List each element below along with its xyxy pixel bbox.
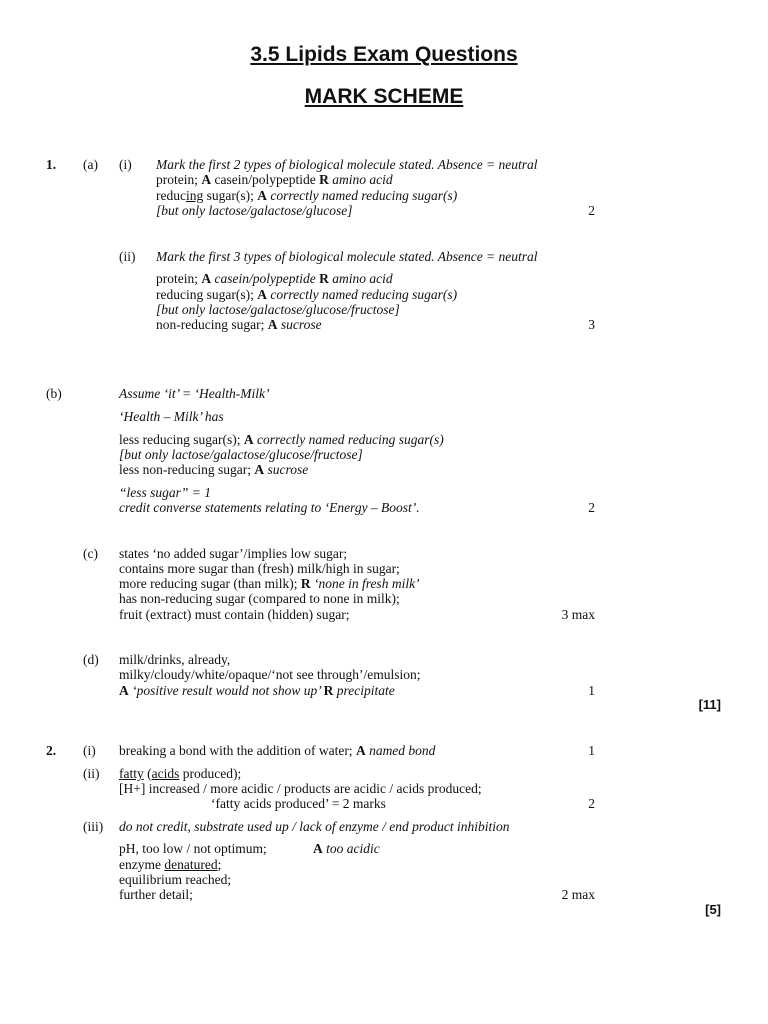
q1-b-line-3 <box>119 432 444 447</box>
q1-b-line-2: ‘Health – Milk’ has <box>119 409 224 424</box>
accept-marker: A <box>243 432 254 447</box>
text: protein; <box>156 172 202 187</box>
q1-d-marks: 1 <box>588 683 595 698</box>
text: breaking a bond with the addition of water; <box>119 743 356 758</box>
q2-ii-line-2: [H+] increased / more acidic / products are acidic / acids produced; <box>119 781 482 796</box>
underlined-text: denatured <box>164 857 218 872</box>
text: ( <box>143 766 152 781</box>
text: reduc <box>156 188 186 203</box>
q2-i-label: (i) <box>83 743 96 758</box>
q1-part-d-label: (d) <box>83 652 99 667</box>
q1-c-line-2: contains more sugar than (fresh) milk/high in sugar; <box>119 561 400 576</box>
q2-iii-line-1-accept <box>313 841 380 856</box>
text: precipitate <box>333 683 395 698</box>
accept-marker: A <box>313 841 323 856</box>
text: amino acid <box>328 172 393 187</box>
q2-iii-note: do not credit, substrate used up / lack of enzyme / end product inhibition <box>119 819 510 834</box>
text: too acidic <box>322 841 380 856</box>
q1-c-line-5: fruit (extract) must contain (hidden) sugar; <box>119 607 350 622</box>
q2-iii-line-2 <box>119 857 221 872</box>
reject-marker: R <box>319 172 329 187</box>
q1-a-ii-instruction: Mark the first 3 types of biological molecule stated. Absence = neutral <box>156 249 538 264</box>
q1-a-ii-line-4 <box>156 317 322 332</box>
underlined-text: acids <box>151 766 180 781</box>
q1-d-line-2: milky/cloudy/white/opaque/‘not see through’/emulsion; <box>119 667 421 682</box>
q1-part-c-label: (c) <box>83 546 98 561</box>
q1-c-marks: 3 max <box>561 607 595 622</box>
question-2-number: 2. <box>46 743 57 758</box>
page-subtitle: MARK SCHEME <box>304 85 464 108</box>
page-title: 3.5 Lipids Exam Questions <box>250 43 518 66</box>
accept-marker: A <box>119 683 129 698</box>
q1-b-line-6: “less sugar” = 1 <box>119 485 212 500</box>
q2-ii-label: (ii) <box>83 766 100 781</box>
text: non-reducing sugar; <box>156 317 268 332</box>
text: correctly named reducing sugar(s) <box>266 287 458 302</box>
q1-part-a-label: (a) <box>83 157 98 172</box>
q2-iii-marks: 2 max <box>561 887 595 902</box>
q1-d-line-3 <box>119 683 395 698</box>
q2-ii-line-1 <box>119 766 241 781</box>
text: more reducing sugar (than milk); <box>119 576 301 591</box>
q1-d-line-1: milk/drinks, already, <box>119 652 231 667</box>
text: sucrose <box>264 462 309 477</box>
q1-c-line-3 <box>119 576 420 591</box>
text: sugar(s); <box>203 188 258 203</box>
accept-marker: A <box>355 743 366 758</box>
q2-ii-line-3: ‘fatty acids produced’ = 2 marks <box>211 796 386 811</box>
q1-a-i-line-1 <box>156 172 393 187</box>
underlined-text: fatty <box>119 766 144 781</box>
q1-a-i-line-2 <box>156 188 457 203</box>
q2-iii-line-1: pH, too low / not optimum; <box>119 841 267 856</box>
accept-marker: A <box>257 188 267 203</box>
q2-iii-line-4: further detail; <box>119 887 193 902</box>
accept-marker: A <box>257 287 267 302</box>
q1-a-ii-line-3: [but only lactose/galactose/glucose/fructose] <box>156 302 400 317</box>
q1-a-i-line-3: [but only lactose/galactose/glucose] <box>156 203 353 218</box>
text: named bond <box>365 743 436 758</box>
reject-marker: R <box>319 271 329 286</box>
text: less non-reducing sugar; <box>119 462 255 477</box>
text: produced); <box>179 766 242 781</box>
q1-a-i-instruction: Mark the first 2 types of biological molecule stated. Absence = neutral <box>156 157 538 172</box>
q1-c-line-1: states ‘no added sugar’/implies low sugar; <box>119 546 348 561</box>
accept-marker: A <box>201 271 212 286</box>
q1-b-line-5 <box>119 462 308 477</box>
q1-c-line-4: has non-reducing sugar (compared to none in milk); <box>119 591 400 606</box>
text: casein/polypeptide <box>211 172 320 187</box>
q1-a-ii-marks: 3 <box>588 317 595 332</box>
text: reducing sugar(s); <box>156 287 258 302</box>
q1-b-marks: 2 <box>588 500 595 515</box>
text: ‘positive result would not show up’ <box>128 683 324 698</box>
q1-a-i-label: (i) <box>119 157 132 172</box>
q1-a-ii-line-1 <box>156 271 393 286</box>
q2-i-line-1 <box>119 743 435 758</box>
accept-marker: A <box>254 462 265 477</box>
text: protein; <box>156 271 202 286</box>
q2-i-marks: 1 <box>588 743 595 758</box>
text: amino acid <box>328 271 393 286</box>
q2-total-marks: [5] <box>705 902 721 917</box>
q1-a-ii-line-2 <box>156 287 457 302</box>
q2-iii-line-3: equilibrium reached; <box>119 872 232 887</box>
text: ; <box>217 857 222 872</box>
q1-b-line-7: credit converse statements relating to ‘Energy – Boost’. <box>119 500 420 515</box>
q2-ii-marks: 2 <box>588 796 595 811</box>
q1-part-b-label: (b) <box>46 386 62 401</box>
text: casein/polypeptide <box>211 271 320 286</box>
reject-marker: R <box>300 576 311 591</box>
reject-marker: R <box>323 683 334 698</box>
text: enzyme <box>119 857 165 872</box>
q1-b-line-4: [but only lactose/galactose/glucose/fructose] <box>119 447 363 462</box>
accept-marker: A <box>201 172 212 187</box>
q2-iii-label: (iii) <box>83 819 104 834</box>
accept-marker: A <box>267 317 278 332</box>
q1-b-line-1: Assume ‘it’ = ‘Health-Milk’ <box>119 386 270 401</box>
q1-a-ii-label: (ii) <box>119 249 136 264</box>
q1-total-marks: [11] <box>698 697 721 712</box>
q1-a-i-marks: 2 <box>588 203 595 218</box>
text: sucrose <box>277 317 322 332</box>
text: correctly named reducing sugar(s) <box>267 188 458 203</box>
question-1-number: 1. <box>46 157 57 172</box>
text: correctly named reducing sugar(s) <box>253 432 444 447</box>
text: ‘none in fresh milk’ <box>310 576 420 591</box>
text: less reducing sugar(s); <box>119 432 244 447</box>
underlined-text: ing <box>185 188 204 203</box>
